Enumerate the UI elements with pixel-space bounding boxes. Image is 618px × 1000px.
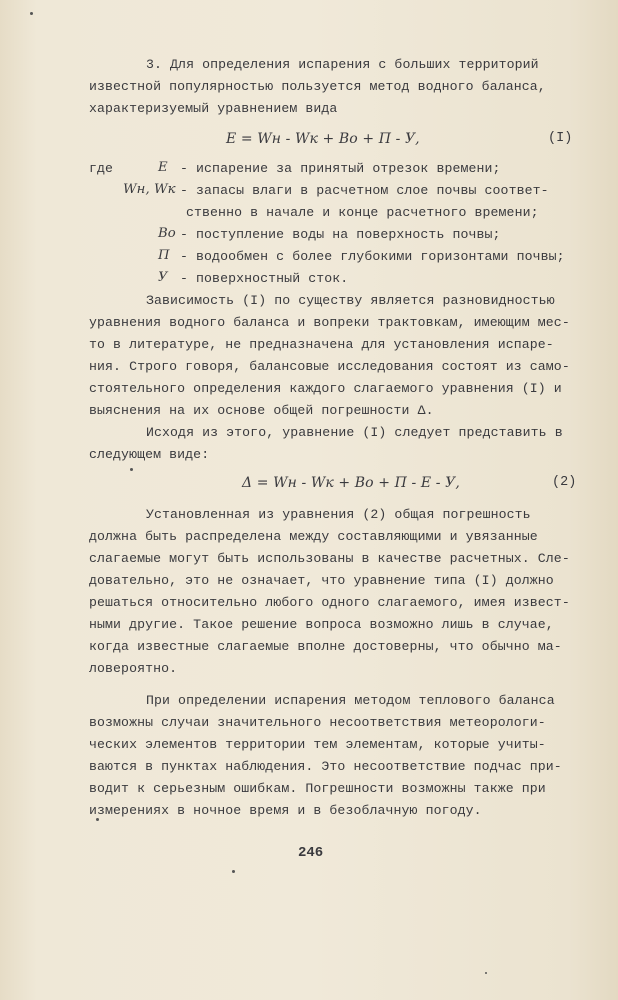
paragraph-4-line-2: должна быть распределена между составляющими и увязанные xyxy=(89,529,538,544)
definition-symbol-B: Bo xyxy=(158,226,176,241)
paragraph-1-line-1: 3. Для определения испарения с больших территорий xyxy=(146,57,539,72)
scan-speck xyxy=(96,818,99,821)
definition-text-P: - водообмен с более глубокими горизонтами почвы; xyxy=(180,249,565,264)
definition-symbol-E: E xyxy=(158,160,168,175)
paragraph-2-line-4: ния. Строго говоря, балансовые исследования состоят из само- xyxy=(89,359,570,374)
definition-symbol-W: Wн, Wк xyxy=(123,182,176,197)
paragraph-5-line-5: водит к серьезным ошибкам. Погрешности возможны также при xyxy=(89,781,546,796)
scan-speck xyxy=(130,468,133,471)
definition-text-U: - поверхностный сток. xyxy=(180,271,349,286)
paragraph-2-line-6: выяснения на их основе общей погрешности Δ. xyxy=(89,403,434,418)
paragraph-2-line-2: уравнения водного баланса и вопреки трактовкам, имеющим мес- xyxy=(89,315,570,330)
paragraph-2-line-3: то в литературе, не предназначена для установления испаре- xyxy=(89,337,554,352)
page-number: 246 xyxy=(298,845,324,861)
paragraph-1-line-3: характеризуемый уравнением вида xyxy=(89,101,338,116)
paragraph-3-line-2: следующем виде: xyxy=(89,447,210,462)
definition-text-W-cont: ственно в начале и конце расчетного времени; xyxy=(186,205,539,220)
paragraph-2-line-5: стоятельного определения каждого слагаемого уравнения (I) и xyxy=(89,381,562,396)
paragraph-5-line-3: ческих элементов территории тем элементам, которые учиты- xyxy=(89,737,546,752)
equation-2-number: (2) xyxy=(552,475,577,490)
scan-speck xyxy=(485,972,487,974)
where-label: где xyxy=(89,161,114,176)
definition-symbol-P: П xyxy=(158,248,170,263)
scan-speck xyxy=(30,12,33,15)
paragraph-2-line-1: Зависимость (I) по существу является разновидностью xyxy=(146,293,555,308)
definition-text-E: - испарение за принятый отрезок времени; xyxy=(180,161,501,176)
definition-text-W: - запасы влаги в расчетном слое почвы соответ- xyxy=(180,183,549,198)
paragraph-5-line-6: измерениях в ночное время и в безоблачную погоду. xyxy=(89,803,482,818)
paragraph-5-line-1: При определении испарения методом теплового баланса xyxy=(146,693,555,708)
definition-symbol-U: У xyxy=(158,270,168,285)
paragraph-5-line-2: возможны случаи значительного несоответствия метеорологи- xyxy=(89,715,546,730)
equation-1: E = Wн - Wк + Bo + П - У, xyxy=(226,131,420,147)
equation-1-number: (I) xyxy=(548,131,573,146)
scan-speck xyxy=(232,870,235,873)
paragraph-1-line-2: известной популярностью пользуется метод водного баланса, xyxy=(89,79,546,94)
paragraph-4-line-5: решаться относительно любого одного слагаемого, имея извест- xyxy=(89,595,570,610)
paragraph-4-line-4: довательно, это не означает, что уравнение типа (I) должно xyxy=(89,573,554,588)
paragraph-5-line-4: ваются в пунктах наблюдения. Это несоответствие подчас при- xyxy=(89,759,562,774)
paragraph-4-line-6: ными другие. Такое решение вопроса возможно лишь в случае, xyxy=(89,617,554,632)
paragraph-4-line-7: когда известные слагаемые вполне достоверны, что обычно ма- xyxy=(89,639,562,654)
definition-text-B: - поступление воды на поверхность почвы; xyxy=(180,227,501,242)
paragraph-4-line-8: ловероятно. xyxy=(89,661,178,676)
paragraph-4-line-3: слагаемые могут быть использованы в качестве расчетных. Сле- xyxy=(89,551,570,566)
paragraph-3-line-1: Исходя из этого, уравнение (I) следует представить в xyxy=(146,425,563,440)
equation-2: Δ = Wн - Wк + Bo + П - E - У, xyxy=(242,475,460,491)
paragraph-4-line-1: Установленная из уравнения (2) общая погрешность xyxy=(146,507,531,522)
